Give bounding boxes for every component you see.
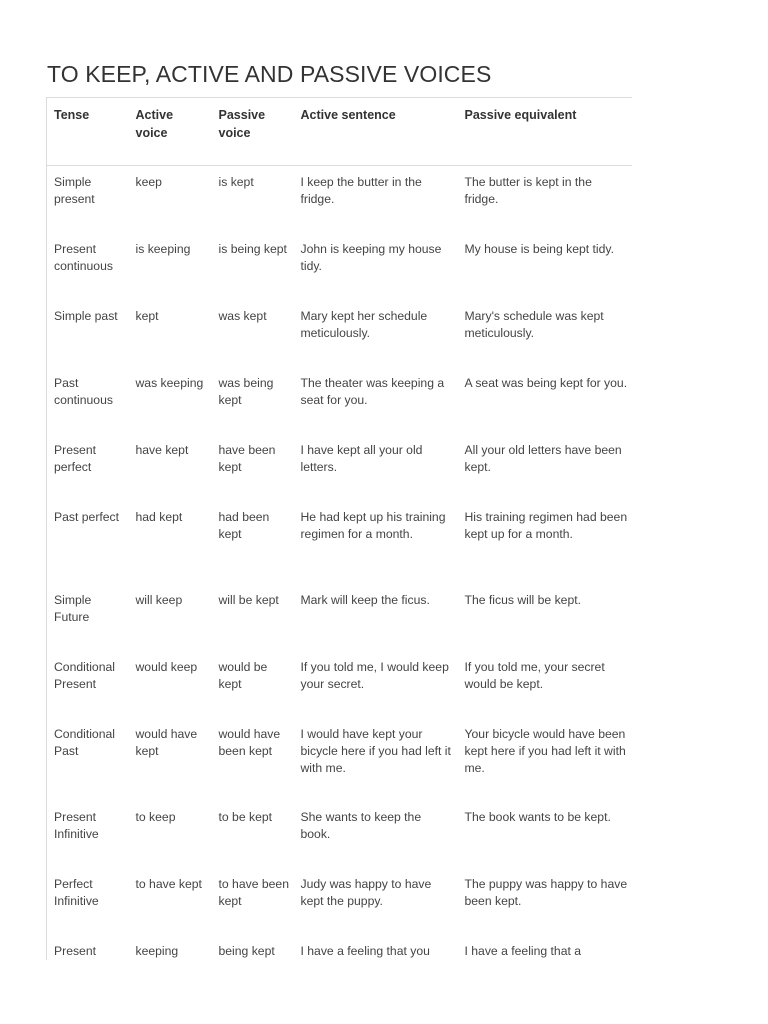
cell-active-voice: have kept	[135, 442, 189, 457]
cell-passive-equivalent: Mary's schedule was kept meticulously.	[464, 308, 604, 340]
cell-tense: Present continuous	[54, 241, 113, 273]
cell-tense: Simple Future	[54, 592, 92, 624]
cell-tense: Present perfect	[54, 442, 97, 474]
cell-active-sentence: I have kept all your old letters.	[300, 442, 423, 474]
header-passive-equivalent: Passive equivalent	[458, 98, 633, 166]
header-active-voice: Active voice	[129, 98, 212, 166]
cell-passive-voice: being kept	[218, 943, 275, 958]
table-container	[46, 97, 632, 960]
cell-passive-voice: is kept	[218, 175, 254, 189]
table-row	[47, 501, 633, 584]
table-row	[47, 367, 633, 434]
cell-passive-voice: would have been kept	[218, 726, 281, 758]
cell-tense: Conditional Past	[54, 726, 115, 758]
verb-voice-table	[46, 97, 632, 960]
cell-active-voice: to have kept	[135, 876, 202, 891]
header-passive-voice: Passive voice	[212, 98, 294, 166]
cell-passive-equivalent: I have a feeling that a	[464, 943, 582, 958]
table-row	[47, 233, 633, 300]
table-row	[47, 300, 633, 367]
cell-tense: Past perfect	[54, 509, 120, 524]
cell-passive-equivalent: The butter is kept in the fridge.	[464, 175, 592, 206]
cell-active-voice: had kept	[135, 509, 183, 524]
cell-passive-voice: have been kept	[218, 442, 276, 474]
cell-passive-equivalent: My house is being kept tidy.	[464, 241, 614, 256]
cell-active-sentence: If you told me, I would keep your secret.	[300, 659, 449, 691]
cell-active-voice: would keep	[135, 659, 198, 674]
table-row	[47, 651, 633, 718]
table-row	[47, 868, 633, 935]
table-row	[47, 935, 633, 961]
cell-passive-voice: is being kept	[218, 241, 287, 256]
cell-active-sentence: John is keeping my house tidy.	[300, 241, 442, 273]
table-header-row	[47, 98, 633, 166]
header-tense: Tense	[47, 98, 129, 166]
cell-tense: Perfect Infinitive	[54, 876, 99, 908]
table-row	[47, 801, 633, 868]
cell-passive-voice: to have been kept	[218, 876, 289, 908]
cell-active-voice: to keep	[135, 809, 176, 824]
cell-tense: Present	[54, 943, 97, 958]
page-title: TO KEEP, ACTIVE AND PASSIVE VOICES	[47, 61, 492, 87]
cell-tense: Simple past	[54, 308, 118, 323]
cell-passive-equivalent: The puppy was happy to have been kept.	[464, 876, 628, 908]
cell-active-sentence: Mary kept her schedule meticulously.	[300, 308, 428, 340]
cell-active-voice: keep	[135, 175, 162, 189]
cell-active-sentence: I have a feeling that you	[300, 943, 430, 958]
cell-passive-equivalent: Your bicycle would have been kept here if you had left it with me.	[464, 726, 626, 775]
cell-passive-voice: was kept	[218, 308, 267, 323]
cell-passive-equivalent: The book wants to be kept.	[464, 809, 611, 824]
header-active-sentence: Active sentence	[294, 98, 458, 166]
cell-tense: Simple present	[54, 175, 95, 206]
cell-passive-equivalent: A seat was being kept for you.	[464, 375, 628, 390]
cell-active-sentence: He had kept up his training regimen for a month.	[300, 509, 446, 541]
cell-active-sentence: She wants to keep the book.	[300, 809, 422, 841]
cell-passive-equivalent: The ficus will be kept.	[464, 592, 582, 607]
table-row	[47, 434, 633, 501]
cell-tense: Present Infinitive	[54, 809, 99, 841]
table-row	[47, 584, 633, 651]
cell-active-voice: would have kept	[135, 726, 198, 758]
cell-active-voice: will keep	[135, 592, 183, 607]
cell-active-sentence: Judy was happy to have kept the puppy.	[300, 876, 432, 908]
cell-passive-equivalent: If you told me, your secret would be kept.	[464, 659, 605, 691]
cell-passive-voice: was being kept	[218, 375, 274, 407]
cell-passive-voice: to be kept	[218, 809, 273, 824]
cell-active-voice: keeping	[135, 943, 179, 958]
cell-active-voice: is keeping	[135, 241, 191, 256]
cell-active-voice: kept	[135, 308, 159, 323]
cell-active-sentence: I would have kept your bicycle here if you had left it with me.	[300, 726, 451, 775]
cell-tense: Past continuous	[54, 375, 113, 407]
cell-active-sentence: Mark will keep the ficus.	[300, 592, 430, 607]
cell-passive-equivalent: His training regimen had been kept up for a month.	[464, 509, 628, 541]
cell-passive-voice: would be kept	[218, 659, 268, 691]
cell-tense: Conditional Present	[54, 659, 115, 691]
cell-passive-voice: will be kept	[218, 592, 279, 607]
table-row	[47, 166, 633, 233]
cell-passive-voice: had been kept	[218, 509, 270, 541]
table-row	[47, 718, 633, 801]
cell-active-sentence: I keep the butter in the fridge.	[300, 175, 422, 206]
cell-active-voice: was keeping	[135, 375, 204, 390]
cell-passive-equivalent: All your old letters have been kept.	[464, 442, 622, 474]
cell-active-sentence: The theater was keeping a seat for you.	[300, 375, 445, 407]
